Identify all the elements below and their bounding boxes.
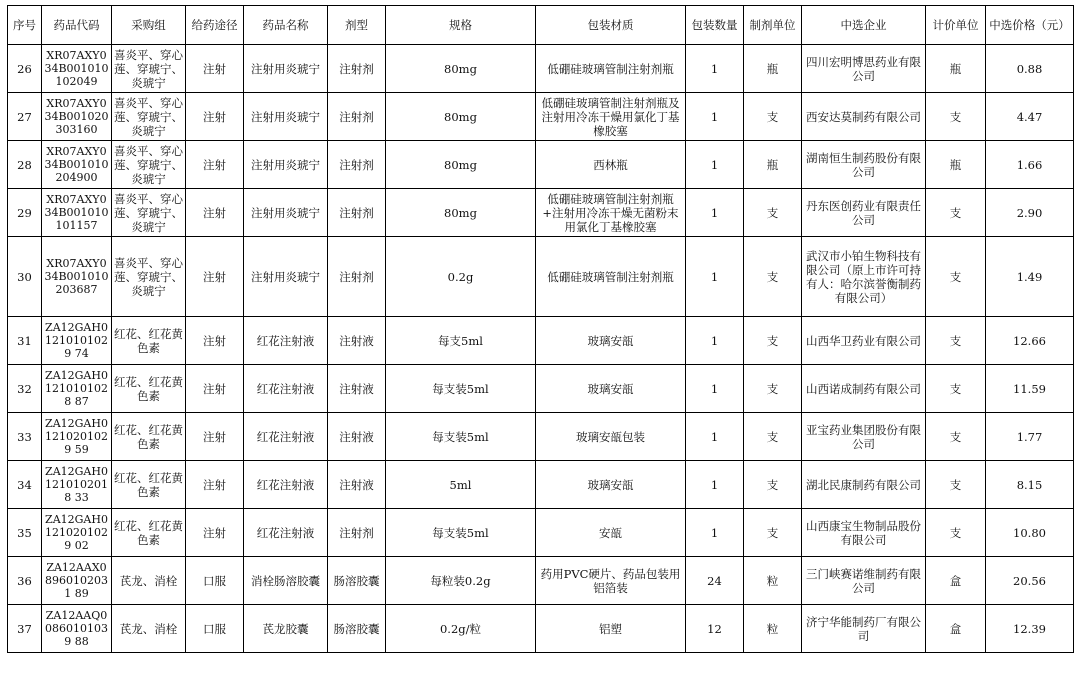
cell-form: 注射剂	[328, 237, 386, 317]
cell-unit: 粒	[744, 557, 802, 605]
cell-group: 喜炎平、穿心莲、穿琥宁、炎琥宁	[112, 141, 186, 189]
header-route: 给药途径	[186, 6, 244, 45]
cell-route: 注射	[186, 509, 244, 557]
cell-seq: 34	[8, 461, 42, 509]
cell-code: XR07AXY034B001010203687	[42, 237, 112, 317]
header-code: 药品代码	[42, 6, 112, 45]
cell-form: 注射剂	[328, 93, 386, 141]
cell-seq: 28	[8, 141, 42, 189]
table-row	[8, 557, 1074, 605]
cell-pkg: 低硼硅玻璃管制注射剂瓶+注射用冷冻干燥无菌粉末用氯化丁基橡胶塞	[536, 189, 686, 237]
cell-seq: 27	[8, 93, 42, 141]
cell-seq: 30	[8, 237, 42, 317]
cell-qty: 1	[686, 509, 744, 557]
cell-form: 肠溶胶囊	[328, 605, 386, 653]
cell-price-unit: 瓶	[926, 141, 986, 189]
cell-price-unit: 瓶	[926, 45, 986, 93]
cell-price-unit: 支	[926, 237, 986, 317]
cell-group: 红花、红花黄色素	[112, 509, 186, 557]
cell-form: 注射液	[328, 365, 386, 413]
cell-route: 注射	[186, 189, 244, 237]
cell-price-unit: 支	[926, 413, 986, 461]
cell-unit: 支	[744, 237, 802, 317]
cell-code: ZA12GAH01210201029 59	[42, 413, 112, 461]
cell-name: 注射用炎琥宁	[244, 45, 328, 93]
table-body	[8, 45, 1074, 653]
table-row	[8, 189, 1074, 237]
cell-group: 红花、红花黄色素	[112, 317, 186, 365]
cell-qty: 12	[686, 605, 744, 653]
cell-price: 1.77	[986, 413, 1074, 461]
cell-qty: 1	[686, 45, 744, 93]
cell-company: 山西华卫药业有限公司	[802, 317, 926, 365]
cell-price-unit: 支	[926, 93, 986, 141]
cell-code: ZA12GAH01210101028 87	[42, 365, 112, 413]
cell-spec: 0.2g/粒	[386, 605, 536, 653]
cell-company: 山西诺成制药有限公司	[802, 365, 926, 413]
cell-spec: 0.2g	[386, 237, 536, 317]
cell-seq: 36	[8, 557, 42, 605]
cell-pkg: 玻璃安瓿包装	[536, 413, 686, 461]
header-company: 中选企业	[802, 6, 926, 45]
cell-seq: 37	[8, 605, 42, 653]
cell-form: 注射剂	[328, 189, 386, 237]
cell-qty: 24	[686, 557, 744, 605]
cell-code: XR07AXY034B001010102049	[42, 45, 112, 93]
cell-spec: 80mg	[386, 45, 536, 93]
cell-price: 10.80	[986, 509, 1074, 557]
cell-form: 注射剂	[328, 45, 386, 93]
header-price: 中选价格（元）	[986, 6, 1074, 45]
cell-group: 喜炎平、穿心莲、穿琥宁、炎琥宁	[112, 237, 186, 317]
cell-group: 红花、红花黄色素	[112, 461, 186, 509]
cell-unit: 支	[744, 189, 802, 237]
cell-unit: 支	[744, 509, 802, 557]
drug-price-table	[7, 5, 1074, 653]
cell-company: 丹东医创药业有限责任公司	[802, 189, 926, 237]
cell-seq: 26	[8, 45, 42, 93]
cell-price: 12.66	[986, 317, 1074, 365]
cell-price-unit: 支	[926, 461, 986, 509]
cell-pkg: 玻璃安瓿	[536, 317, 686, 365]
table-row	[8, 45, 1074, 93]
cell-pkg: 药用PVC硬片、药品包装用铝箔装	[536, 557, 686, 605]
cell-group: 芪龙、消栓	[112, 557, 186, 605]
header-name: 药品名称	[244, 6, 328, 45]
cell-code: ZA12GAH01210201029 02	[42, 509, 112, 557]
header-row	[8, 6, 1074, 45]
cell-price: 20.56	[986, 557, 1074, 605]
cell-code: ZA12AAQ00860101039 88	[42, 605, 112, 653]
cell-company: 亚宝药业集团股份有限公司	[802, 413, 926, 461]
cell-name: 红花注射液	[244, 413, 328, 461]
header-price-unit: 计价单位	[926, 6, 986, 45]
cell-pkg: 安瓿	[536, 509, 686, 557]
cell-unit: 粒	[744, 605, 802, 653]
cell-company: 山西康宝生物制品股份有限公司	[802, 509, 926, 557]
cell-qty: 1	[686, 237, 744, 317]
cell-spec: 每支装5ml	[386, 365, 536, 413]
cell-route: 注射	[186, 413, 244, 461]
cell-price: 11.59	[986, 365, 1074, 413]
cell-company: 西安达莫制药有限公司	[802, 93, 926, 141]
cell-route: 口服	[186, 557, 244, 605]
cell-company: 济宁华能制药厂有限公司	[802, 605, 926, 653]
cell-route: 注射	[186, 317, 244, 365]
cell-qty: 1	[686, 189, 744, 237]
cell-seq: 31	[8, 317, 42, 365]
cell-form: 注射液	[328, 413, 386, 461]
cell-pkg: 玻璃安瓿	[536, 461, 686, 509]
cell-spec: 5ml	[386, 461, 536, 509]
cell-code: XR07AXY034B001020303160	[42, 93, 112, 141]
cell-company: 四川宏明博思药业有限公司	[802, 45, 926, 93]
cell-group: 红花、红花黄色素	[112, 365, 186, 413]
cell-spec: 80mg	[386, 93, 536, 141]
cell-form: 注射剂	[328, 509, 386, 557]
cell-unit: 支	[744, 461, 802, 509]
cell-price-unit: 盒	[926, 557, 986, 605]
header-spec: 规格	[386, 6, 536, 45]
cell-route: 注射	[186, 141, 244, 189]
cell-company: 湖北民康制药有限公司	[802, 461, 926, 509]
cell-name: 红花注射液	[244, 461, 328, 509]
cell-price-unit: 支	[926, 509, 986, 557]
cell-company: 湖南恒生制药股份有限公司	[802, 141, 926, 189]
table-row	[8, 237, 1074, 317]
cell-price: 12.39	[986, 605, 1074, 653]
header-pkg: 包装材质	[536, 6, 686, 45]
cell-price: 0.88	[986, 45, 1074, 93]
cell-spec: 80mg	[386, 189, 536, 237]
cell-name: 注射用炎琥宁	[244, 237, 328, 317]
cell-spec: 每支5ml	[386, 317, 536, 365]
cell-price-unit: 盒	[926, 605, 986, 653]
cell-code: XR07AXY034B001010204900	[42, 141, 112, 189]
cell-form: 肠溶胶囊	[328, 557, 386, 605]
cell-company: 武汉市小铂生物科技有限公司（原上市许可持有人：哈尔滨誉衡制药有限公司）	[802, 237, 926, 317]
cell-seq: 29	[8, 189, 42, 237]
cell-seq: 35	[8, 509, 42, 557]
cell-pkg: 低硼硅玻璃管制注射剂瓶及注射用冷冻干燥用氯化丁基橡胶塞	[536, 93, 686, 141]
header-qty: 包装数量	[686, 6, 744, 45]
cell-qty: 1	[686, 141, 744, 189]
cell-route: 注射	[186, 93, 244, 141]
cell-route: 口服	[186, 605, 244, 653]
cell-unit: 支	[744, 365, 802, 413]
cell-price: 1.66	[986, 141, 1074, 189]
cell-route: 注射	[186, 365, 244, 413]
cell-pkg: 西林瓶	[536, 141, 686, 189]
cell-group: 喜炎平、穿心莲、穿琥宁、炎琥宁	[112, 93, 186, 141]
cell-pkg: 铝塑	[536, 605, 686, 653]
cell-unit: 瓶	[744, 141, 802, 189]
table-row	[8, 413, 1074, 461]
header-unit: 制剂单位	[744, 6, 802, 45]
cell-seq: 33	[8, 413, 42, 461]
cell-qty: 1	[686, 317, 744, 365]
cell-code: ZA12GAH01210102018 33	[42, 461, 112, 509]
table-row	[8, 461, 1074, 509]
cell-price: 2.90	[986, 189, 1074, 237]
cell-price-unit: 支	[926, 317, 986, 365]
cell-unit: 瓶	[744, 45, 802, 93]
cell-price-unit: 支	[926, 189, 986, 237]
cell-form: 注射液	[328, 461, 386, 509]
cell-price: 4.47	[986, 93, 1074, 141]
cell-pkg: 玻璃安瓿	[536, 365, 686, 413]
cell-price: 1.49	[986, 237, 1074, 317]
cell-pkg: 低硼硅玻璃管制注射剂瓶	[536, 237, 686, 317]
cell-code: ZA12GAH01210101029 74	[42, 317, 112, 365]
cell-form: 注射剂	[328, 141, 386, 189]
cell-spec: 每粒装0.2g	[386, 557, 536, 605]
cell-qty: 1	[686, 365, 744, 413]
table-row	[8, 141, 1074, 189]
header-group: 采购组	[112, 6, 186, 45]
cell-group: 芪龙、消栓	[112, 605, 186, 653]
cell-spec: 每支装5ml	[386, 413, 536, 461]
cell-unit: 支	[744, 317, 802, 365]
cell-spec: 每支装5ml	[386, 509, 536, 557]
cell-name: 芪龙胶囊	[244, 605, 328, 653]
cell-form: 注射液	[328, 317, 386, 365]
cell-qty: 1	[686, 461, 744, 509]
cell-code: XR07AXY034B001010101157	[42, 189, 112, 237]
table-row	[8, 365, 1074, 413]
cell-name: 红花注射液	[244, 317, 328, 365]
cell-name: 注射用炎琥宁	[244, 189, 328, 237]
header-seq: 序号	[8, 6, 42, 45]
cell-pkg: 低硼硅玻璃管制注射剂瓶	[536, 45, 686, 93]
cell-group: 喜炎平、穿心莲、穿琥宁、炎琥宁	[112, 45, 186, 93]
cell-qty: 1	[686, 93, 744, 141]
cell-code: ZA12AAX08960102031 89	[42, 557, 112, 605]
cell-unit: 支	[744, 413, 802, 461]
cell-route: 注射	[186, 237, 244, 317]
cell-group: 红花、红花黄色素	[112, 413, 186, 461]
cell-route: 注射	[186, 45, 244, 93]
cell-name: 注射用炎琥宁	[244, 93, 328, 141]
table-row	[8, 509, 1074, 557]
cell-name: 注射用炎琥宁	[244, 141, 328, 189]
cell-seq: 32	[8, 365, 42, 413]
cell-name: 消栓肠溶胶囊	[244, 557, 328, 605]
cell-route: 注射	[186, 461, 244, 509]
cell-name: 红花注射液	[244, 509, 328, 557]
cell-group: 喜炎平、穿心莲、穿琥宁、炎琥宁	[112, 189, 186, 237]
cell-qty: 1	[686, 413, 744, 461]
cell-spec: 80mg	[386, 141, 536, 189]
cell-price: 8.15	[986, 461, 1074, 509]
cell-name: 红花注射液	[244, 365, 328, 413]
cell-unit: 支	[744, 93, 802, 141]
cell-company: 三门峡赛诺维制药有限公司	[802, 557, 926, 605]
header-form: 剂型	[328, 6, 386, 45]
cell-price-unit: 支	[926, 365, 986, 413]
table-row	[8, 93, 1074, 141]
table-row	[8, 317, 1074, 365]
table-row	[8, 605, 1074, 653]
